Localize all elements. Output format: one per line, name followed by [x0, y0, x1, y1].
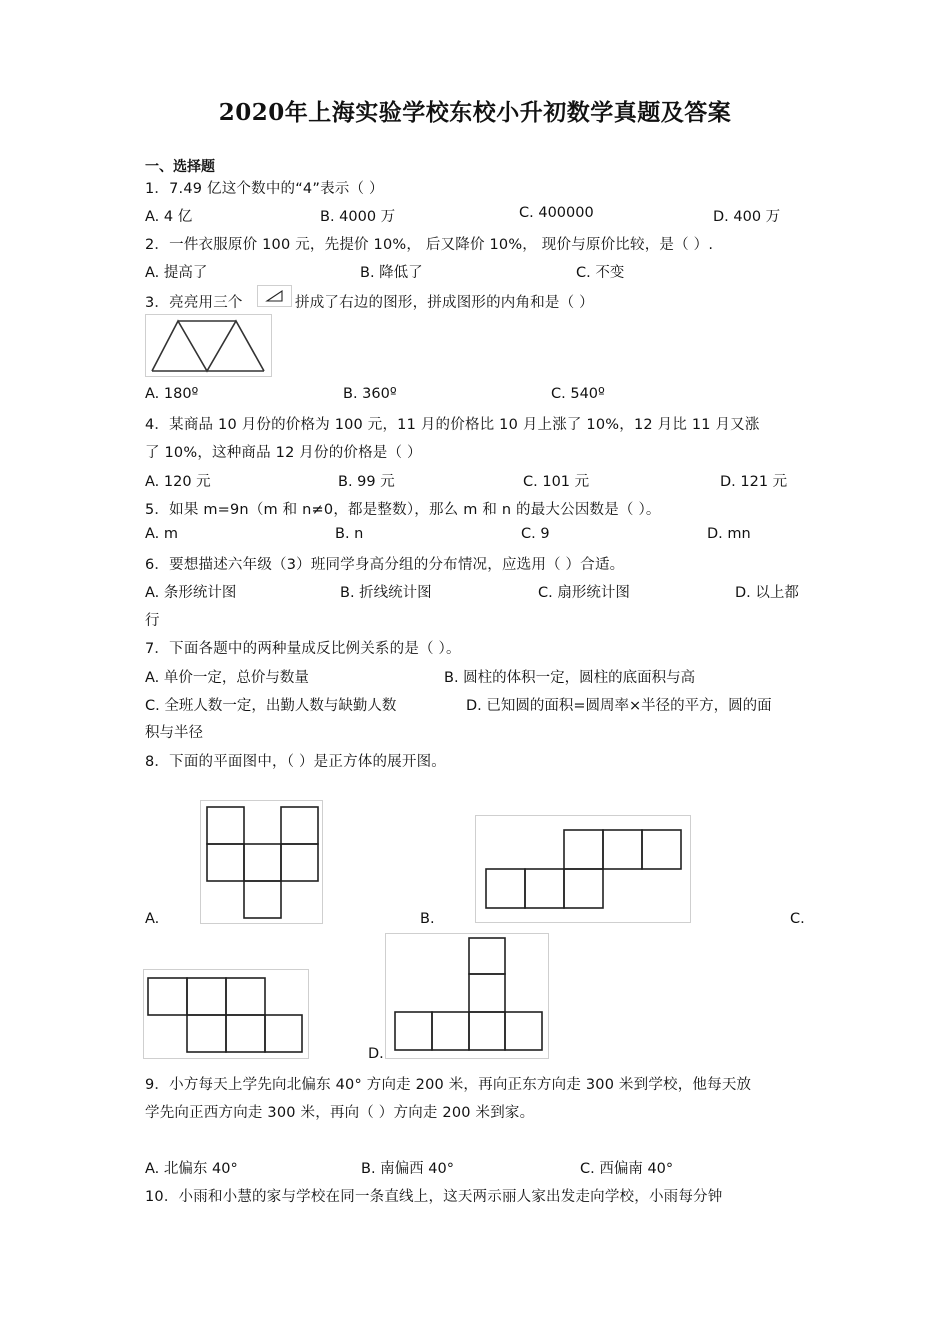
question-1-option-a: A. 4 亿	[145, 209, 193, 225]
question-2-option-c: C. 不变	[576, 265, 625, 281]
section-heading: 一、选择题	[145, 159, 215, 175]
question-3-option-a: A. 180º	[145, 386, 199, 402]
question-7-stem: 7．下面各题中的两种量成反比例关系的是（ ）。	[145, 641, 461, 657]
question-7-option-b: B. 圆柱的体积一定，圆柱的底面积与高	[444, 670, 696, 686]
triangle-piece-icon	[257, 285, 292, 307]
question-7-option-d: D. 已知圆的面积=圆周率×半径的平方，圆的面	[466, 698, 772, 714]
question-5-option-b: B. n	[335, 526, 364, 542]
question-7-option-c: C. 全班人数一定，出勤人数与缺勤人数	[145, 698, 397, 714]
question-2-option-b: B. 降低了	[360, 265, 423, 281]
question-9-stem-line2: 学先向正西方向走 300 米，再向（ ）方向走 200 米到家。	[145, 1105, 535, 1121]
question-5-option-a: A. m	[145, 526, 179, 542]
question-8-option-d-label: D.	[368, 1046, 384, 1062]
question-9-option-b: B. 南偏西 40°	[361, 1161, 454, 1177]
question-3-stem-part1: 3．亮亮用三个	[145, 295, 243, 311]
question-6-option-d: D. 以上都	[735, 585, 799, 601]
question-6-option-b: B. 折线统计图	[340, 585, 432, 601]
question-1-stem: 1．7.49 亿这个数中的“4”表示（ ）	[145, 181, 384, 197]
cube-net-c-figure	[143, 969, 309, 1059]
question-4-stem-line2: 了 10%，这种商品 12 月份的价格是（ ）	[145, 445, 422, 461]
question-6-stem: 6．要想描述六年级（3）班同学身高分组的分布情况，应选用（ ）合适。	[145, 557, 625, 573]
question-7-option-a: A. 单价一定，总价与数量	[145, 670, 309, 686]
trapezoid-figure	[145, 314, 272, 377]
question-4-option-d: D. 121 元	[720, 474, 788, 490]
question-9-stem-line1: 9．小方每天上学先向北偏东 40° 方向走 200 米，再向正东方向走 300 米到学校，他每天放	[145, 1077, 752, 1093]
question-9-option-c: C. 西偏南 40°	[580, 1161, 674, 1177]
cube-net-b-figure	[475, 815, 691, 923]
question-4-option-a: A. 120 元	[145, 474, 211, 490]
question-10-stem: 10．小雨和小慧的家与学校在同一条直线上，这天两示丽人家出发走向学校，小雨每分钟	[145, 1189, 723, 1205]
question-2-stem: 2．一件衣服原价 100 元，先提价 10%， 后又降价 10%， 现价与原价比较，是（ ）.	[145, 237, 714, 253]
question-3-option-c: C. 540º	[551, 386, 605, 402]
question-3-stem-part2: 拼成了右边的图形，拼成图形的内角和是（ ）	[295, 295, 594, 311]
question-6-option-a: A. 条形统计图	[145, 585, 237, 601]
question-5-stem: 5．如果 m=9n（m 和 n≠0，都是整数），那么 m 和 n 的最大公因数是（ ）。	[145, 502, 661, 518]
question-8-option-a-label: A.	[145, 911, 160, 927]
question-8-stem: 8．下面的平面图中，（ ）是正方体的展开图。	[145, 754, 446, 770]
question-5-option-d: D. mn	[707, 526, 751, 542]
cube-net-a-figure	[200, 800, 323, 924]
question-1-option-c: C. 400000	[519, 205, 594, 221]
question-1-option-b: B. 4000 万	[320, 209, 396, 225]
question-2-option-a: A. 提高了	[145, 265, 208, 281]
question-4-option-b: B. 99 元	[338, 474, 395, 490]
question-1-option-d: D. 400 万	[713, 209, 781, 225]
cube-net-d-figure	[385, 933, 549, 1059]
question-9-option-a: A. 北偏东 40°	[145, 1161, 238, 1177]
question-4-stem-line1: 4．某商品 10 月份的价格为 100 元，11 月的价格比 10 月上涨了 10%，12 月比 11 月又涨	[145, 417, 760, 433]
question-5-option-c: C. 9	[521, 526, 550, 542]
question-8-option-b-label: B.	[420, 911, 435, 927]
question-6-option-d-cont: 行	[145, 613, 160, 629]
question-8-option-c-label: C.	[790, 911, 805, 927]
question-6-option-c: C. 扇形统计图	[538, 585, 630, 601]
question-4-option-c: C. 101 元	[523, 474, 590, 490]
question-3-option-b: B. 360º	[343, 386, 397, 402]
page-title: 2020年上海实验学校东校小升初数学真题及答案	[218, 99, 732, 126]
question-7-option-d-cont: 积与半径	[145, 725, 203, 741]
